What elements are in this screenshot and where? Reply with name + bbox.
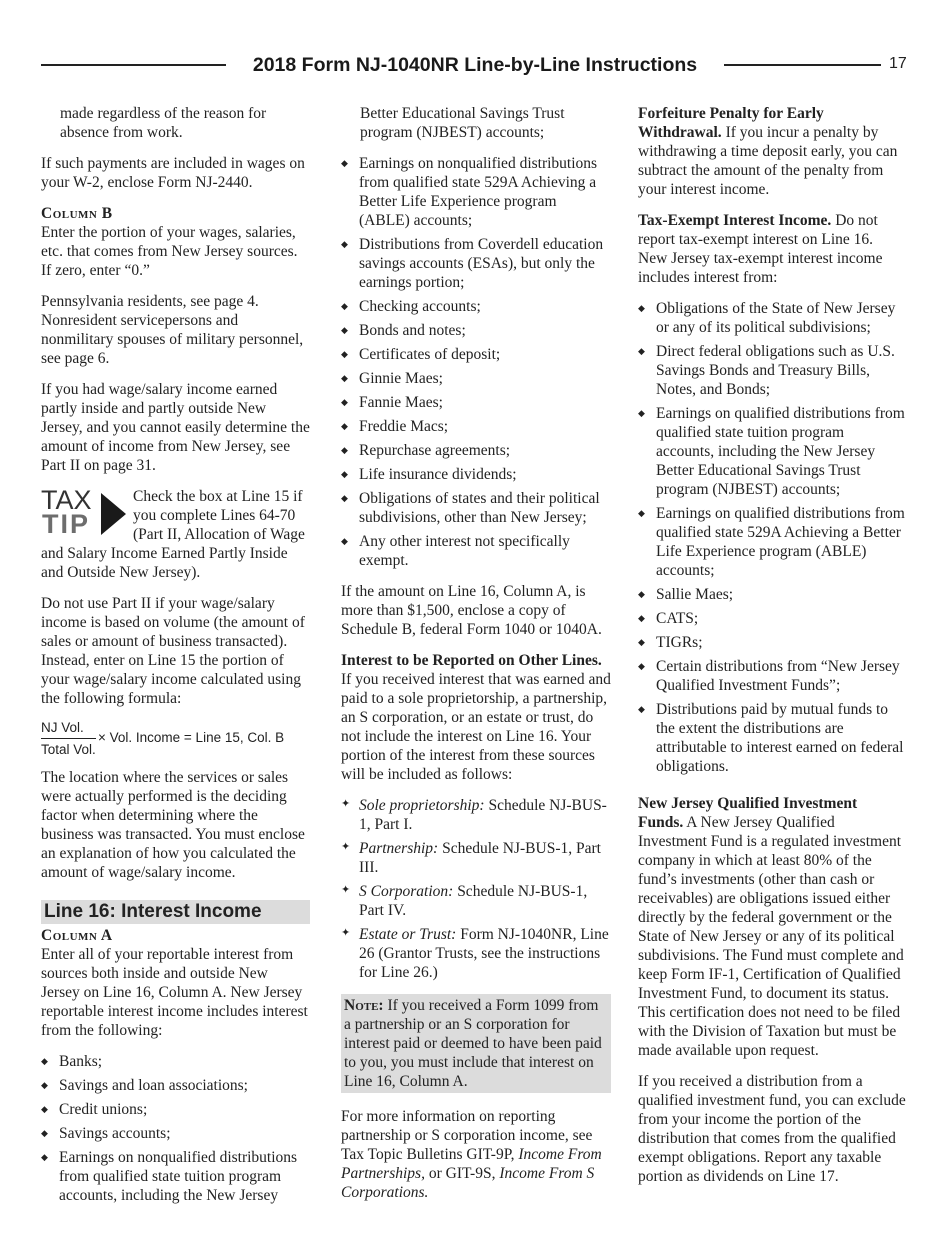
diamond-bullet-icon: ◆ (638, 613, 645, 623)
list-item: ◆ Earnings on qualified distributions from qualified state 529A Achieving a Better Life Experience program (ABLE) accounts; (638, 505, 905, 579)
bulletin-1-title: Income From Partnerships, (341, 1146, 602, 1182)
paragraph-absence: made regardless of the reason for absence from work. (60, 105, 267, 141)
paragraph-distribution: If you received a distribution from a qualified investment fund, you can exclude from your income the portion of the distribution that comes from the qualified exempt obligations. Report any taxable portion as dividends on Line 17. (638, 1073, 906, 1185)
tax-tip-label-top: TAX (41, 487, 92, 515)
list-item: ◆ Distributions from Coverdell education savings accounts (ESAs), but only the earnings portion; (341, 236, 604, 291)
note-text: If you received a Form 1099 from a partnership or an S corporation for interest paid or deemed to have been paid to you, you must include that interest on Line 16, Column A. (344, 997, 602, 1090)
paragraph-schedule-b: If the amount on Line 16, Column A, is more than $1,500, enclose a copy of Schedule B, federal Form 1040 or 1040A. (341, 583, 602, 638)
paragraph-more-info: For more information on reporting partnership or S corporation income, see Tax Topic Bulletins GIT-9P, Income From Partnerships, or GIT-9S, Income From S Corporations. (341, 1108, 602, 1201)
formula-denominator: Total Vol. (41, 742, 96, 757)
list-item: ◆ Checking accounts; (341, 298, 481, 315)
paragraph-njbest: Better Educational Savings Trust program (NJBEST) accounts; (360, 105, 565, 141)
allocation-formula (41, 720, 310, 758)
column-b-heading: Column B (41, 205, 113, 222)
tax-tip-text: Check the box at Line 15 if you complete Lines 64-70 (Part II, Allocation of Wage and Salary Income Earned Partly Inside and Outside New Jersey). (41, 488, 305, 581)
list-item: ◆ Any other interest not specifically exempt. (341, 533, 570, 569)
list-item: ◆ Banks; (41, 1053, 103, 1070)
diamond-bullet-icon: ◆ (638, 589, 645, 599)
tax-exempt-interest-list (638, 299, 906, 776)
formula-fraction-line (41, 738, 96, 739)
tax-tip-label-bottom: TIP (42, 509, 91, 539)
diamond-bullet-icon: ◆ (341, 325, 348, 335)
qif-heading: New Jersey Qualified Investment Funds. (638, 795, 858, 831)
diamond-bullet-icon: ◆ (341, 421, 348, 431)
paragraph-partly-inside: If you had wage/salary income earned partly inside and partly outside New Jersey, and you cannot easily determine the amount of income from New Jersey, see Part II on page 31. (41, 381, 310, 474)
list-item: ◆ TIGRs; (638, 634, 703, 651)
note-label: Note: (344, 997, 384, 1014)
diamond-bullet-icon: ◆ (638, 508, 645, 518)
diamond-bullet-icon: ◆ (341, 445, 348, 455)
formula-rest: × Vol. Income = Line 15, Col. B (98, 730, 285, 745)
diamond-bullet-icon: ◆ (638, 346, 645, 356)
column-a-heading: Column A (41, 927, 113, 944)
list-item: ◆ Earnings on nonqualified distributions from qualified state tuition program accounts, including the New Jersey (41, 1149, 298, 1204)
diamond-bullet-icon: ◆ (41, 1104, 48, 1114)
column-2 (341, 104, 611, 1214)
list-item: ◆ Savings and loan associations; (41, 1077, 248, 1094)
paragraph-location: The location where the services or sales were actually performed is the deciding factor when determining where the business was transacted. You must enclose an explanation of how you calculated the amount of wage/salary income. (41, 769, 305, 881)
diamond-bullet-icon: ◆ (638, 704, 645, 714)
four-point-star-bullet-icon: ✦ (341, 798, 351, 810)
other-lines-text: If you received interest that was earned and paid to a sole proprietorship, a partnership, an S corporation, or an estate or trust, do not include the interest on Line 16. Your portion of the interest from these sources will be included as follows: (341, 671, 611, 783)
paragraph-column-b: Enter the portion of your wages, salaries, etc. that comes from New Jersey sources. If zero, enter “0.” (41, 224, 298, 279)
paragraph-column-a: Enter all of your reportable interest from sources both inside and outside New Jersey on Line 16, Column A. New Jersey reportable interest income includes interest from the following: (41, 946, 308, 1039)
list-item: ✦ Sole proprietorship: Schedule NJ-BUS-1, Part I. (341, 797, 607, 833)
list-item: ✦ Partnership: Schedule NJ-BUS-1, Part III. (341, 840, 601, 876)
header-rule-right (724, 64, 881, 66)
list-item: ◆ Freddie Macs; (341, 418, 449, 435)
diamond-bullet-icon: ◆ (341, 469, 348, 479)
reportable-interest-list (41, 1052, 310, 1205)
column-3 (638, 104, 906, 1198)
list-item: ◆ Sallie Maes; (638, 586, 734, 603)
four-point-star-bullet-icon: ✦ (341, 884, 351, 896)
header-rule-left (41, 64, 226, 66)
list-item: ◆ Earnings on nonqualified distributions from qualified state 529A Achieving a Better Life Experience program (ABLE) accounts; (341, 155, 598, 229)
paragraph-tax-exempt: Tax-Exempt Interest Income. Do not report tax-exempt interest on Line 16. New Jersey tax-exempt interest income includes interest from: (638, 212, 883, 286)
list-item: ◆ Fannie Maes; (341, 394, 443, 411)
paragraph-residents: Pennsylvania residents, see page 4. Nonresident servicepersons and nonmilitary spouses of military personnel, see page 6. (41, 293, 304, 367)
interest-sources-list (341, 796, 611, 982)
triangle-arrow-icon (101, 493, 126, 535)
diamond-bullet-icon: ◆ (41, 1128, 48, 1138)
list-item: ◆ Certificates of deposit; (341, 346, 501, 363)
diamond-bullet-icon: ◆ (341, 239, 348, 249)
reportable-interest-list-continued (341, 154, 611, 570)
four-point-star-bullet-icon: ✦ (341, 841, 351, 853)
diamond-bullet-icon: ◆ (341, 301, 348, 311)
list-item: ◆ Savings accounts; (41, 1125, 171, 1142)
note-box (341, 994, 611, 1093)
diamond-bullet-icon: ◆ (341, 373, 348, 383)
diamond-bullet-icon: ◆ (638, 303, 645, 313)
formula-numerator: NJ Vol. (41, 720, 84, 735)
diamond-bullet-icon: ◆ (41, 1056, 48, 1066)
diamond-bullet-icon: ◆ (341, 349, 348, 359)
forfeiture-heading: Forfeiture Penalty for Early Withdrawal. (638, 105, 824, 141)
section-heading-line-16: Line 16: Interest Income (41, 900, 310, 924)
list-item: ◆ Obligations of the State of New Jersey or any of its political subdivisions; (638, 300, 896, 336)
diamond-bullet-icon: ◆ (341, 158, 348, 168)
list-item: ◆ Obligations of states and their political subdivisions, other than New Jersey; (341, 490, 600, 526)
diamond-bullet-icon: ◆ (41, 1152, 48, 1162)
diamond-bullet-icon: ◆ (341, 536, 348, 546)
paragraph-forfeiture: Forfeiture Penalty for Early Withdrawal. If you incur a penalty by withdrawing a time deposit early, you can subtract the amount of the penalty from your interest income. (638, 105, 898, 198)
list-item: ◆ Direct federal obligations such as U.S. Savings Bonds and Treasury Bills, Notes, and Bonds; (638, 343, 895, 398)
tax-exempt-heading: Tax-Exempt Interest Income. (638, 212, 832, 229)
diamond-bullet-icon: ◆ (341, 397, 348, 407)
bulletin-2-title: Income From S Corporations. (341, 1165, 595, 1201)
list-item: ◆ Certain distributions from “New Jersey Qualified Investment Funds”; (638, 658, 900, 694)
diamond-bullet-icon: ◆ (638, 637, 645, 647)
list-item: ◆ Distributions paid by mutual funds to the extent the distributions are attributable to interest earned on federal obligations. (638, 701, 904, 775)
list-item: ✦ Estate or Trust: Form NJ-1040NR, Line 26 (Grantor Trusts, see the instructions for Line 26.) (341, 926, 609, 981)
list-item: ◆ Life insurance dividends; (341, 466, 517, 483)
list-item: ◆ Ginnie Maes; (341, 370, 443, 387)
diamond-bullet-icon: ◆ (638, 408, 645, 418)
paragraph-other-lines (341, 651, 611, 784)
column-1 (41, 104, 310, 1217)
list-item: ◆ Credit unions; (41, 1101, 148, 1118)
list-item: ◆ Bonds and notes; (341, 322, 466, 339)
page-title: 2018 Form NJ-1040NR Line-by-Line Instructions (252, 54, 698, 76)
paragraph-qualified-investment-funds: New Jersey Qualified Investment Funds. A New Jersey Qualified Investment Fund is a regulated investment company in which at least 80% of the fund’s investments (other than cash or receivables) are obligations issued either directly by the federal government or the State of New Jersey or any of its political subdivisions. The Fund must complete and keep Form IF-1, Certification of Qualified Investment Fund, to document its status. This certification does not need to be filed with the Division of Taxation but must be made available upon request. (638, 795, 904, 1059)
list-item: ◆ Earnings on qualified distributions from qualified state tuition program accounts, including the New Jersey Better Educational Savings Trust program (NJBEST) accounts; (638, 405, 905, 498)
paragraph-nj2440: If such payments are included in wages on your W-2, enclose Form NJ-2440. (41, 155, 305, 191)
list-item: ◆ Repurchase agreements; (341, 442, 511, 459)
diamond-bullet-icon: ◆ (41, 1080, 48, 1090)
list-item: ◆ CATS; (638, 610, 699, 627)
tax-tip-icon (41, 489, 129, 537)
tax-tip (41, 487, 310, 594)
four-point-star-bullet-icon: ✦ (341, 927, 351, 939)
diamond-bullet-icon: ◆ (341, 493, 348, 503)
paragraph-volume: Do not use Part II if your wage/salary income is based on volume (the amount of sales or amount of business transacted). Instead, enter on Line 15 the portion of your wage/salary income calculated using the following formula: (41, 595, 305, 707)
other-lines-heading: Interest to be Reported on Other Lines. (341, 652, 602, 669)
diamond-bullet-icon: ◆ (638, 661, 645, 671)
list-item: ✦ S Corporation: Schedule NJ-BUS-1, Part IV. (341, 883, 588, 919)
page-number: 17 (889, 55, 907, 72)
